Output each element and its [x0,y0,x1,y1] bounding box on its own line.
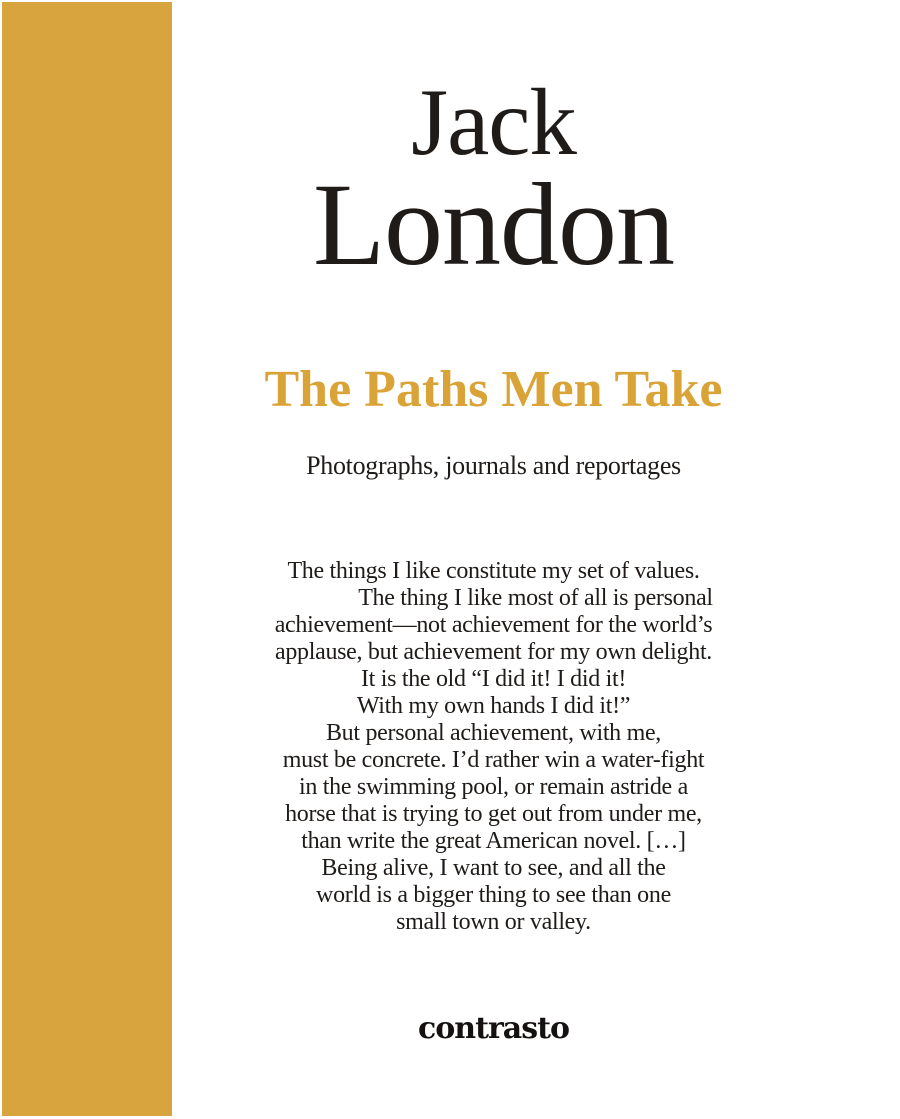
book-title: The Paths Men Take [264,361,723,418]
publisher-logo: contrasto [418,1011,569,1046]
author-last-name: London [312,159,675,290]
quote-line: The things I like constitute my set of values. [287,558,700,584]
quote-line: achievement—not achievement for the world’s [274,612,713,638]
quote-line: With my own hands I did it!” [356,693,631,719]
quote-line: applause, but achievement for my own delight. [274,639,713,665]
quote-line: Being alive, I want to see, and all the [321,855,666,881]
book-subtitle: Photographs, journals and reportages [306,451,681,480]
author-first-name: Jack [411,69,576,175]
cover-quote [172,558,815,936]
cover-content [172,0,815,1119]
quote-line: horse that is trying to get out from under me, [285,801,702,827]
quote-line: world is a bigger thing to see than one [316,882,671,908]
quote-line: But personal achievement, with me, [325,720,662,746]
quote-line: It is the old “I did it! I did it! [360,666,627,692]
quote-line: than write the great American novel. […] [301,828,686,854]
quote-line: must be concrete. I’d rather win a water-fight [282,747,705,773]
quote-line: The thing I like most of all is personal [358,585,713,611]
gold-stripe [2,2,172,1116]
quote-line: small town or valley. [396,909,591,935]
quote-line: in the swimming pool, or remain astride a [299,774,688,800]
